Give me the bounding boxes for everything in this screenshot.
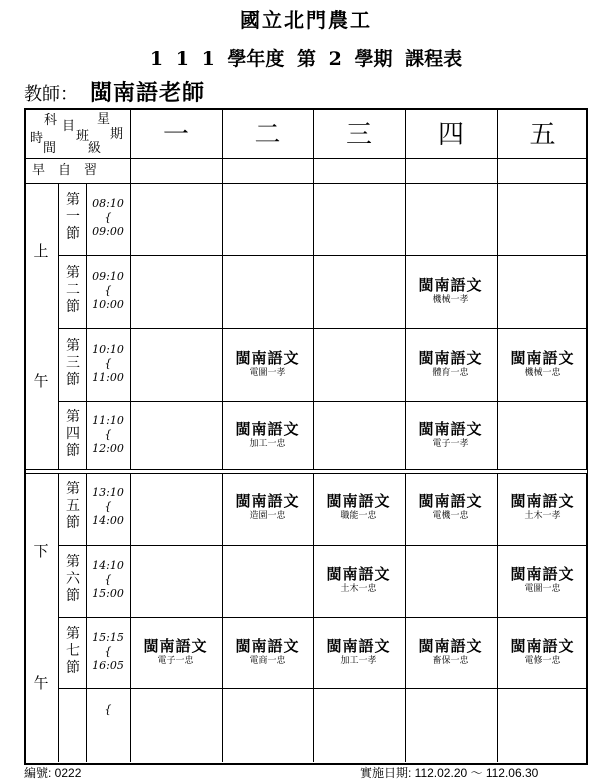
period-name-char: 節 xyxy=(66,515,80,531)
period-name-char: 第 xyxy=(66,481,80,497)
period-time-sep: { xyxy=(104,428,112,441)
period-name-char: 第 xyxy=(66,625,80,642)
corner-weekday-2: 期 xyxy=(110,127,124,142)
period-time-start: 15:15 xyxy=(92,630,124,644)
period-time-sep: { xyxy=(104,573,112,586)
period-name-char: 第 xyxy=(66,409,80,425)
afternoon-half-label: 下 xyxy=(33,542,49,560)
class-name: 電修一忠 xyxy=(524,655,561,666)
subject-name: 閩南語文 xyxy=(510,565,575,583)
period-name-char: 第 xyxy=(66,264,80,281)
period-name-char: 四 xyxy=(66,426,80,442)
code-number: 編號: 0222 xyxy=(24,766,82,780)
corner-subject-1: 科 xyxy=(44,113,58,128)
class-name: 電子一孝 xyxy=(432,439,469,449)
period-time-end: 12:00 xyxy=(92,442,124,455)
teacher-name: 閩南語老師 xyxy=(90,80,206,106)
schedule-title: 1 1 1 學年度 第 2 學期 課程表 xyxy=(149,48,463,70)
teacher-label: 教師： xyxy=(24,84,78,105)
morning-half-label: 上 xyxy=(33,242,49,260)
subject-name: 閩南語文 xyxy=(235,420,300,438)
class-cell xyxy=(222,492,313,522)
subject-name: 閩南語文 xyxy=(510,636,575,655)
corner-subject-2: 目 xyxy=(62,119,76,134)
period-name xyxy=(60,554,86,605)
class-name: 電圖一忠 xyxy=(524,584,561,594)
period-time-sep: { xyxy=(104,500,112,513)
day-header: 三 xyxy=(345,120,372,150)
corner-time-2: 間 xyxy=(43,141,57,156)
period-name-char: 節 xyxy=(66,443,80,459)
period-time-end: 10:00 xyxy=(92,297,124,311)
period-name-char: 第 xyxy=(66,192,80,208)
period-time-end: 15:00 xyxy=(92,587,124,600)
period-name-char: 第 xyxy=(66,554,80,570)
subject-name: 閩南語文 xyxy=(326,636,391,655)
period-time xyxy=(88,486,128,528)
morning-study-label: 早 自 習 xyxy=(32,163,98,178)
class-cell xyxy=(222,349,313,379)
period-time-sep: { xyxy=(104,644,112,658)
subject-name: 閩南語文 xyxy=(418,275,483,294)
class-cell xyxy=(405,420,496,450)
subject-name: 閩南語文 xyxy=(418,636,483,655)
subject-name: 閩南語文 xyxy=(326,492,391,510)
period-time xyxy=(88,631,128,673)
period-name xyxy=(60,265,86,316)
class-name: 體育一忠 xyxy=(432,367,469,378)
period-name xyxy=(60,409,86,460)
period-name xyxy=(60,192,86,243)
class-cell xyxy=(313,637,404,667)
period-name-char: 節 xyxy=(66,371,80,388)
class-name: 電商一忠 xyxy=(249,655,286,666)
period-time xyxy=(88,414,128,456)
subject-name: 閩南語文 xyxy=(418,348,483,367)
class-cell xyxy=(405,276,496,306)
period-time xyxy=(88,703,128,717)
grid-hline xyxy=(58,688,587,689)
grid-hline xyxy=(58,545,587,546)
class-cell xyxy=(405,492,496,522)
period-time-sep: { xyxy=(104,703,112,716)
subject-name: 閩南語文 xyxy=(235,492,300,510)
subject-name: 閩南語文 xyxy=(235,636,300,655)
period-time-sep: { xyxy=(104,211,112,224)
class-cell xyxy=(313,492,404,522)
grid-hline xyxy=(58,255,587,256)
period-time-end: 14:00 xyxy=(92,514,124,527)
class-cell xyxy=(222,637,313,667)
corner-class-1: 班 xyxy=(76,129,90,144)
subject-name: 閩南語文 xyxy=(326,565,391,583)
period-name-char: 一 xyxy=(66,209,80,225)
day-header: 五 xyxy=(529,120,556,150)
period-name-char: 節 xyxy=(66,226,80,242)
class-name: 畜保一忠 xyxy=(432,655,469,666)
period-name xyxy=(60,626,86,677)
period-time-sep: { xyxy=(104,283,112,297)
period-time-end: 16:05 xyxy=(92,658,124,672)
period-time-sep: { xyxy=(104,356,112,370)
period-name-char: 五 xyxy=(66,498,80,514)
class-name: 電子一忠 xyxy=(157,655,194,666)
period-time-start: 09:10 xyxy=(92,269,124,283)
period-time-end: 11:00 xyxy=(92,370,124,384)
period-time-start: 14:10 xyxy=(92,559,124,572)
subject-name: 閩南語文 xyxy=(510,492,575,510)
afternoon-half-label: 午 xyxy=(33,674,49,692)
period-name-char: 節 xyxy=(66,298,80,315)
period-name-char: 節 xyxy=(66,588,80,604)
am-pm-divider xyxy=(26,469,587,474)
period-name xyxy=(60,338,86,389)
period-name-char: 六 xyxy=(66,571,80,587)
class-cell xyxy=(497,492,588,522)
class-name: 機械一孝 xyxy=(432,294,469,305)
period-time-start: 10:10 xyxy=(92,342,124,356)
period-time-start: 08:10 xyxy=(92,197,124,210)
period-time xyxy=(88,197,128,239)
period-name-char: 三 xyxy=(66,354,80,371)
effective-date: 實施日期: 112.02.20 ～ 112.06.30 xyxy=(360,766,539,780)
class-name: 機械一忠 xyxy=(524,367,561,378)
class-cell xyxy=(497,637,588,667)
corner-class-2: 級 xyxy=(88,141,102,156)
class-cell xyxy=(405,637,496,667)
subject-name: 閩南語文 xyxy=(510,348,575,367)
day-header: 四 xyxy=(437,120,464,150)
period-name-char: 第 xyxy=(66,337,80,354)
class-cell xyxy=(313,565,404,595)
class-cell xyxy=(405,349,496,379)
period-name-char: 二 xyxy=(66,281,80,298)
grid-hline xyxy=(58,401,587,402)
period-name xyxy=(60,481,86,532)
subject-name: 閩南語文 xyxy=(235,348,300,367)
period-time-start: 11:10 xyxy=(92,414,124,427)
class-name: 加工一孝 xyxy=(340,655,377,666)
subject-name: 閩南語文 xyxy=(418,492,483,510)
class-cell xyxy=(222,420,313,450)
class-cell xyxy=(497,349,588,379)
class-name: 土木一忠 xyxy=(340,584,377,594)
morning-half-label: 午 xyxy=(33,372,49,390)
class-name: 電圖一孝 xyxy=(249,367,286,378)
grid-hline xyxy=(58,617,587,618)
class-cell xyxy=(497,565,588,595)
day-header: 二 xyxy=(254,120,281,150)
class-name: 電機一忠 xyxy=(432,511,469,521)
class-name: 造園一忠 xyxy=(249,511,286,521)
period-time xyxy=(88,270,128,312)
subject-name: 閩南語文 xyxy=(418,420,483,438)
period-time-start: 13:10 xyxy=(92,486,124,499)
period-time xyxy=(88,343,128,385)
grid-hline xyxy=(58,328,587,329)
grid-hline xyxy=(26,158,587,159)
subject-name: 閩南語文 xyxy=(143,636,208,655)
period-time xyxy=(88,559,128,601)
class-name: 加工一忠 xyxy=(249,439,286,449)
grid-hline xyxy=(26,183,587,184)
corner-time-1: 時 xyxy=(30,131,44,146)
class-name: 職能一忠 xyxy=(340,511,377,521)
class-cell xyxy=(130,637,221,667)
period-name-char: 七 xyxy=(66,642,80,659)
period-time-end: 09:00 xyxy=(92,225,124,238)
period-name-char: 節 xyxy=(66,659,80,676)
corner-weekday-1: 星 xyxy=(97,112,111,127)
class-name: 土木一孝 xyxy=(524,511,561,521)
school-name: 國立北門農工 xyxy=(240,8,372,32)
day-header: 一 xyxy=(162,120,189,150)
